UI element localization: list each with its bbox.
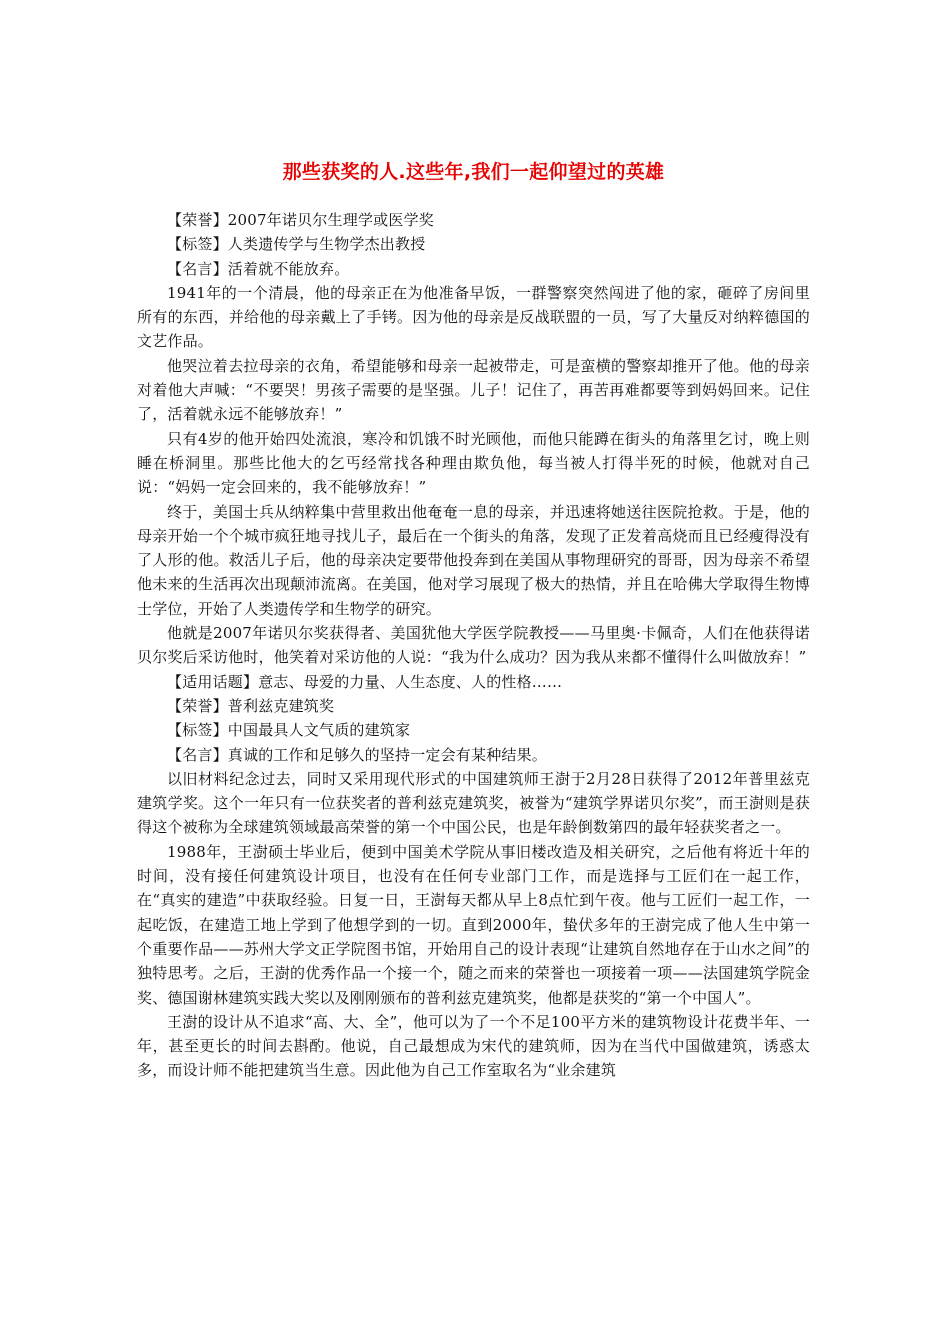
body-paragraph: 只有4岁的他开始四处流浪，寒冷和饥饿不时光顾他，而他只能蹲在街头的角落里乞讨，晚上则睡在桥洞里。那些比他大的乞丐经常找各种理由欺负他，每当被人打得半死的时候，他就对自己说：“妈妈一定会回来的，我不能够放弃！”	[137, 429, 810, 497]
tag-line: 【标签】人类遗传学与生物学杰出教授	[167, 235, 426, 254]
body-paragraph: 1941年的一个清晨，他的母亲正在为他准备早饭，一群警察突然闯进了他的家，砸碎了房间里所有的东西，并给他的母亲戴上了手铐。因为他的母亲是反战联盟的一员，写了大量反对纳粹德国的文艺作品。	[137, 283, 810, 351]
tag-line: 【标签】中国最具人文气质的建筑家	[167, 721, 411, 740]
document-title: 那些获奖的人.这些年,我们一起仰望过的英雄	[282, 161, 665, 183]
honor-line: 【荣誉】2007年诺贝尔生理学或医学奖	[167, 211, 434, 229]
body-paragraph: 1988年，王澍硕士毕业后，便到中国美术学院从事旧楼改造及相关研究，之后他有将近十年的时间，没有接任何建筑设计项目，也没有在任何专业部门工作，而是选择与工匠们在一起工作，在“真实的建造”中获取经验。日复一日，王澍每天都从早上8点忙到午夜。他与工匠们一起工作，一起吃饭，在建造工地上学到了他想学到的一切。直到2000年，蛰伏多年的王澍完成了他人生中第一个重要作品——苏州大学文正学院图书馆，开始用自己的设计表现“让建筑自然地存在于山水之间”的独特思考。之后，王澍的优秀作品一个接一个，随之而来的荣誉也一项接着一项——法国建筑学院金奖、德国谢林建筑实践大奖以及刚刚颁布的普利兹克建筑奖，他都是获奖的“第一个中国人”。	[137, 842, 810, 1007]
document-page	[137, 158, 810, 1083]
body-paragraph: 终于，美国士兵从纳粹集中营里救出他奄奄一息的母亲，并迅速将她送往医院抢救。于是，他的母亲开始一个个城市疯狂地寻找儿子，最后在一个街头的角落，发现了正发着高烧而且已经瘦得没有了人形的他。救活儿子后，他的母亲决定要带他投奔到在美国从事物理研究的哥哥，因为母亲不希望他未来的生活再次出现颠沛流离。在美国，他对学习展现了极大的热情，并且在哈佛大学取得生物博士学位，开始了人类遗传学和生物学的研究。	[137, 502, 810, 618]
document-body	[137, 208, 810, 1083]
body-paragraph: 他哭泣着去拉母亲的衣角，希望能够和母亲一起被带走，可是蛮横的警察却推开了他。他的母亲对着他大声喊：“不要哭！男孩子需要的是坚强。儿子！记住了，再苦再难都要等到妈妈回来。记住了，活着就永远不能够放弃！”	[137, 356, 810, 424]
body-paragraph: 以旧材料纪念过去，同时又采用现代形式的中国建筑师王澍于2月28日获得了2012年普里兹克建筑学奖。这个一年只有一位获奖者的普利兹克建筑奖，被誉为“建筑学界诺贝尔奖”，而王澍则是获得这个被称为全球建筑领域最高荣誉的第一个中国公民，也是年龄倒数第四的最年轻获奖者之一。	[137, 769, 810, 837]
topic-line: 【适用话题】意志、母爱的力量、人生态度、人的性格……	[167, 672, 563, 691]
quote-line: 【名言】真诚的工作和足够久的坚持一定会有某种结果。	[167, 745, 548, 764]
honor-line: 【荣誉】普利兹克建筑奖	[167, 696, 335, 715]
body-paragraph: 他就是2007年诺贝尔奖获得者、美国犹他大学医学院教授——马里奥·卡佩奇，人们在他获得诺贝尔奖后采访他时，他笑着对采访他的人说：“我为什么成功？因为我从来都不懂得什么叫做放弃！”	[137, 624, 810, 667]
quote-line: 【名言】活着就不能放弃。	[167, 259, 350, 278]
body-paragraph: 王澍的设计从不追求“高、大、全”，他可以为了一个不足100平方米的建筑物设计花费半年、一年，甚至更长的时间去斟酌。他说，自己最想成为宋代的建筑师，因为在当代中国做建筑，诱惑太多，而设计师不能把建筑当生意。因此他为自己工作室取名为“业余建筑	[137, 1012, 810, 1080]
